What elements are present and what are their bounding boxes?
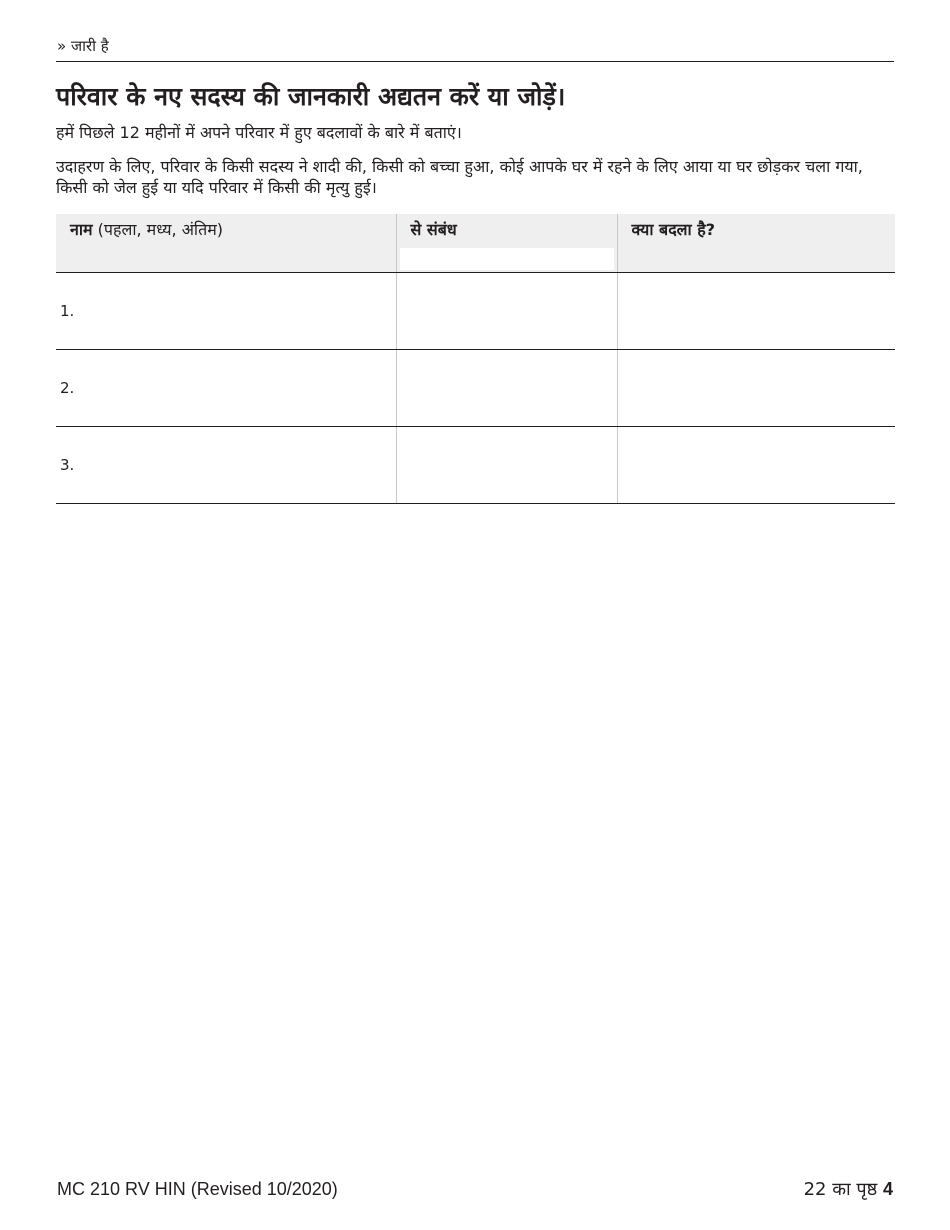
column-header-relationship-label: से संबंध xyxy=(410,220,457,239)
page-indicator xyxy=(804,1178,893,1201)
column-header-change-label: क्या बदला है? xyxy=(631,220,716,239)
table-row xyxy=(56,426,895,503)
table-row xyxy=(56,272,895,349)
table-row xyxy=(56,349,895,426)
section-example: उदाहरण के लिए, परिवार के किसी सदस्य ने शादी की, किसी को बच्चा हुआ, कोई आपके घर में रहने के लिए आया या घर छोड़कर चला गया, किसी को जेल हुई या यदि परिवार में किसी की मृत्यु हुई। xyxy=(56,157,863,197)
section-title: परिवार के नए सदस्य की जानकारी अद्यतन करें या जोड़ें। xyxy=(56,82,566,111)
row-number: 3. xyxy=(60,455,75,474)
member-change-cell[interactable] xyxy=(617,349,895,426)
member-relationship-cell[interactable] xyxy=(396,426,617,503)
table-header-row xyxy=(56,214,895,272)
continued-label: » जारी है xyxy=(57,37,109,55)
member-name-cell[interactable] xyxy=(56,272,396,349)
relationship-to-field[interactable] xyxy=(400,248,614,270)
member-relationship-cell[interactable] xyxy=(396,349,617,426)
section-intro: हमें पिछले 12 महीनों में अपने परिवार में हुए बदलावों के बारे में बताएं। xyxy=(56,123,462,142)
column-header-name-label: नाम xyxy=(70,220,93,239)
form-identifier: MC 210 RV HIN (Revised 10/2020) xyxy=(57,1179,338,1199)
member-name-cell[interactable] xyxy=(56,349,396,426)
member-change-cell[interactable] xyxy=(617,426,895,503)
household-members-table xyxy=(56,214,895,504)
header-divider xyxy=(56,61,894,62)
column-header-name-hint: (पहला, मध्य, अंतिम) xyxy=(92,220,224,239)
row-number: 2. xyxy=(60,378,75,397)
row-number: 1. xyxy=(60,301,75,320)
column-header-change xyxy=(617,214,895,272)
member-name-cell[interactable] xyxy=(56,426,396,503)
page-indicator-prefix: 22 का पृष्ठ xyxy=(803,1179,883,1200)
column-header-relationship xyxy=(396,214,617,272)
column-header-name xyxy=(56,214,396,272)
member-change-cell[interactable] xyxy=(617,272,895,349)
page-number: 4 xyxy=(882,1179,893,1199)
member-relationship-cell[interactable] xyxy=(396,272,617,349)
